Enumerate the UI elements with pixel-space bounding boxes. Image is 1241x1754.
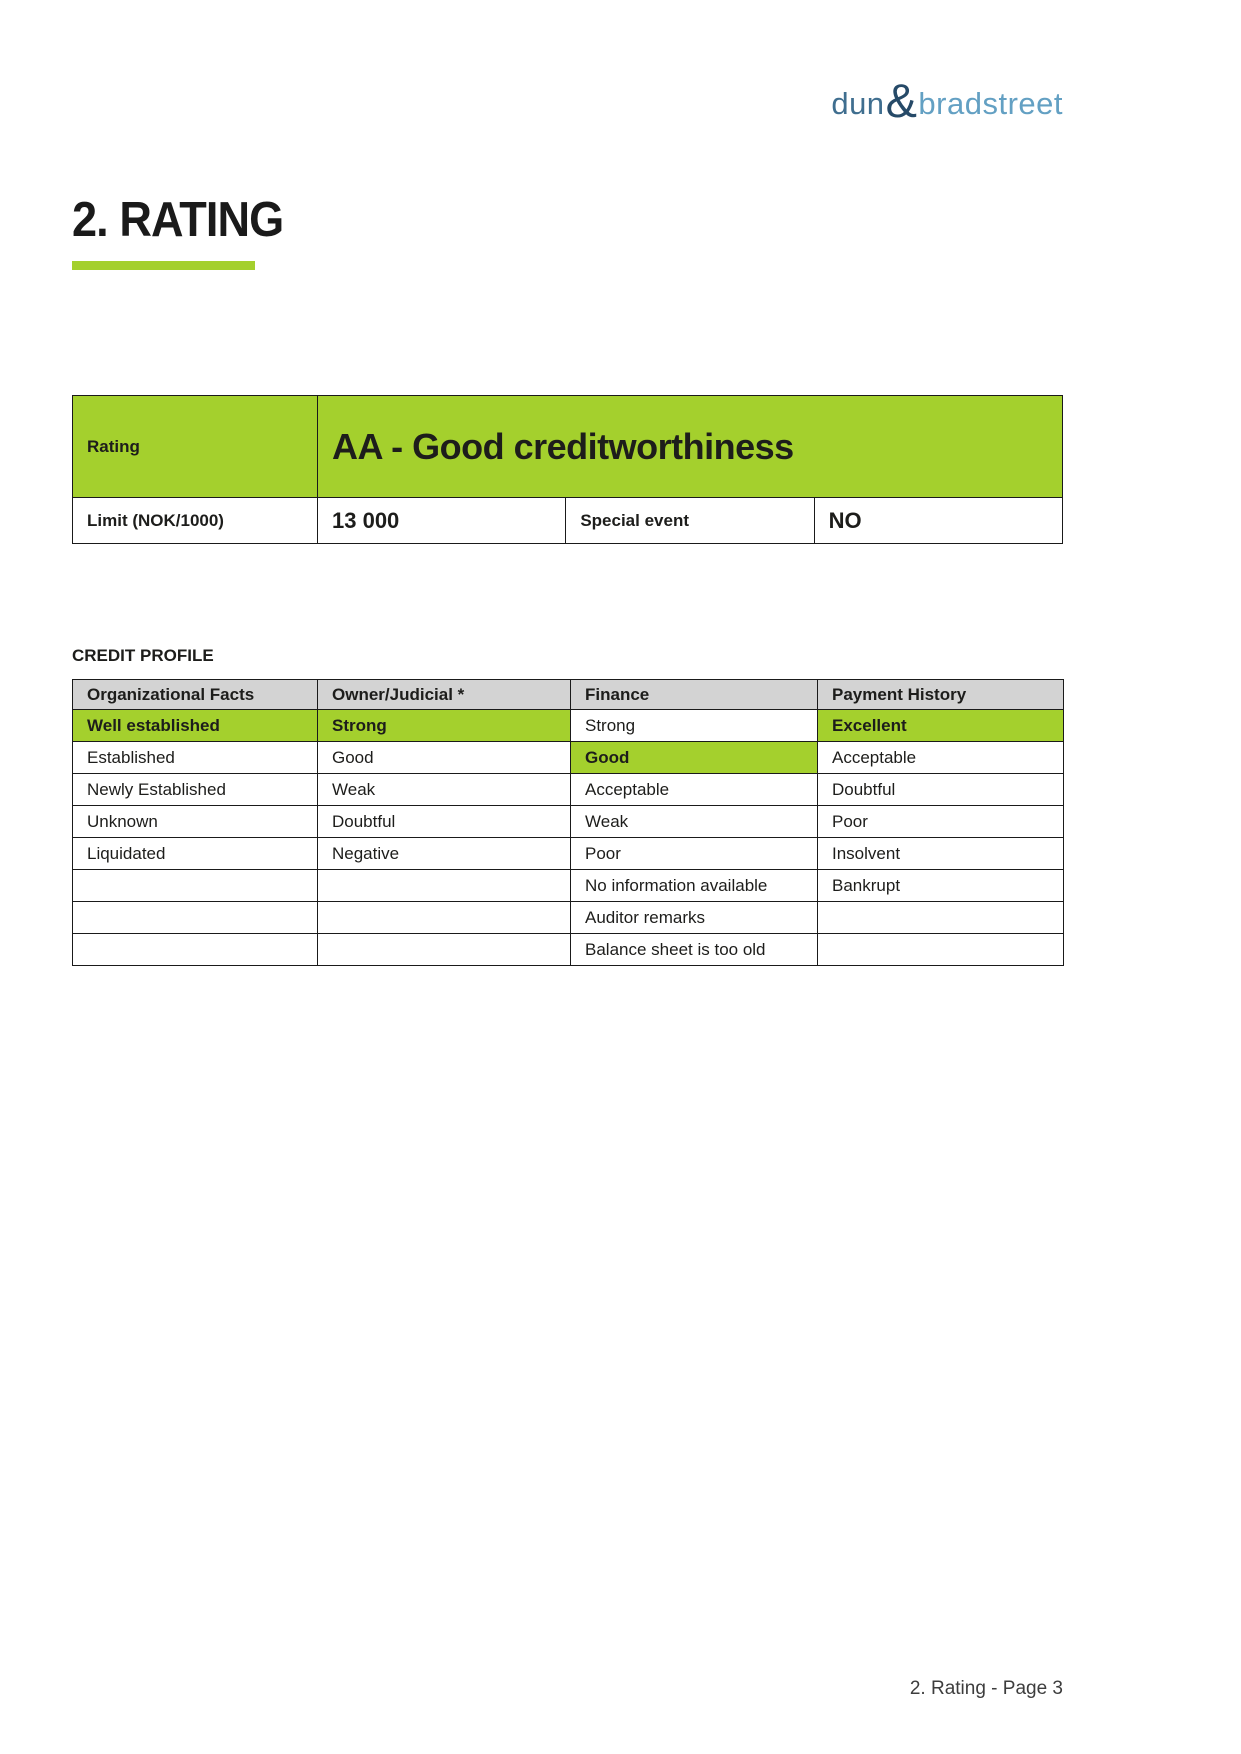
credit-table-cell: Auditor remarks bbox=[571, 902, 818, 934]
credit-table-cell: Good bbox=[318, 742, 571, 774]
credit-table-cell bbox=[318, 934, 571, 966]
credit-profile-header-row bbox=[73, 680, 1064, 710]
credit-profile-title: CREDIT PROFILE bbox=[72, 646, 214, 665]
credit-table-cell: Balance sheet is too old bbox=[571, 934, 818, 966]
credit-table-cell bbox=[318, 870, 571, 902]
page-footer: 2. Rating - Page 3 bbox=[909, 1678, 1063, 1699]
dun-and-bradstreet-logo bbox=[831, 72, 1063, 127]
credit-table-cell bbox=[73, 934, 318, 966]
credit-table-cell: Unknown bbox=[73, 806, 318, 838]
credit-table-cell bbox=[73, 870, 318, 902]
logo-word-dun: dun bbox=[831, 86, 885, 121]
heading-accent-bar bbox=[72, 261, 255, 270]
credit-table-row bbox=[73, 870, 1064, 902]
rating-limit-row bbox=[73, 498, 1063, 544]
logo-ampersand-icon: & bbox=[885, 74, 918, 127]
credit-table-cell: Poor bbox=[818, 806, 1064, 838]
credit-table-cell: Strong bbox=[571, 710, 818, 742]
credit-table-cell: Doubtful bbox=[318, 806, 571, 838]
credit-table-cell bbox=[318, 902, 571, 934]
credit-column-header: Owner/Judicial * bbox=[318, 680, 571, 710]
credit-table-cell: Negative bbox=[318, 838, 571, 870]
credit-table-cell bbox=[73, 902, 318, 934]
logo-word-bradstreet: bradstreet bbox=[918, 86, 1063, 121]
rating-header-row bbox=[73, 396, 1063, 498]
special-event-label-cell: Special event bbox=[566, 498, 814, 544]
credit-table-cell: Established bbox=[73, 742, 318, 774]
credit-table-cell: Good bbox=[571, 742, 818, 774]
credit-table-cell: Bankrupt bbox=[818, 870, 1064, 902]
credit-table-cell bbox=[818, 934, 1064, 966]
credit-table-cell: Doubtful bbox=[818, 774, 1064, 806]
credit-table-cell: Acceptable bbox=[818, 742, 1064, 774]
credit-table-cell: Well established bbox=[73, 710, 318, 742]
limit-value-cell: 13 000 bbox=[318, 498, 566, 544]
credit-table-row bbox=[73, 838, 1064, 870]
credit-table-cell: Poor bbox=[571, 838, 818, 870]
credit-table-row bbox=[73, 774, 1064, 806]
credit-column-header: Organizational Facts bbox=[73, 680, 318, 710]
credit-table-cell bbox=[818, 902, 1064, 934]
credit-table-cell: No information available bbox=[571, 870, 818, 902]
credit-table-row bbox=[73, 806, 1064, 838]
credit-table-row bbox=[73, 902, 1064, 934]
credit-column-header: Finance bbox=[571, 680, 818, 710]
credit-table-cell: Insolvent bbox=[818, 838, 1064, 870]
credit-profile-table bbox=[72, 679, 1064, 966]
credit-table-cell: Weak bbox=[571, 806, 818, 838]
credit-table-cell: Liquidated bbox=[73, 838, 318, 870]
rating-label-cell: Rating bbox=[73, 396, 318, 498]
special-event-value-cell: NO bbox=[814, 498, 1062, 544]
credit-table-cell: Newly Established bbox=[73, 774, 318, 806]
rating-value-cell: AA - Good creditworthiness bbox=[318, 396, 1063, 498]
credit-column-header: Payment History bbox=[818, 680, 1064, 710]
credit-profile-section bbox=[72, 646, 1063, 966]
credit-table-cell: Strong bbox=[318, 710, 571, 742]
credit-table-row bbox=[73, 742, 1064, 774]
credit-table-row bbox=[73, 710, 1064, 742]
rating-table bbox=[72, 395, 1063, 544]
credit-table-cell: Excellent bbox=[818, 710, 1064, 742]
limit-label-cell: Limit (NOK/1000) bbox=[73, 498, 318, 544]
credit-table-cell: Weak bbox=[318, 774, 571, 806]
credit-table-row bbox=[73, 934, 1064, 966]
credit-table-cell: Acceptable bbox=[571, 774, 818, 806]
section-heading: 2. RATING bbox=[72, 193, 284, 247]
